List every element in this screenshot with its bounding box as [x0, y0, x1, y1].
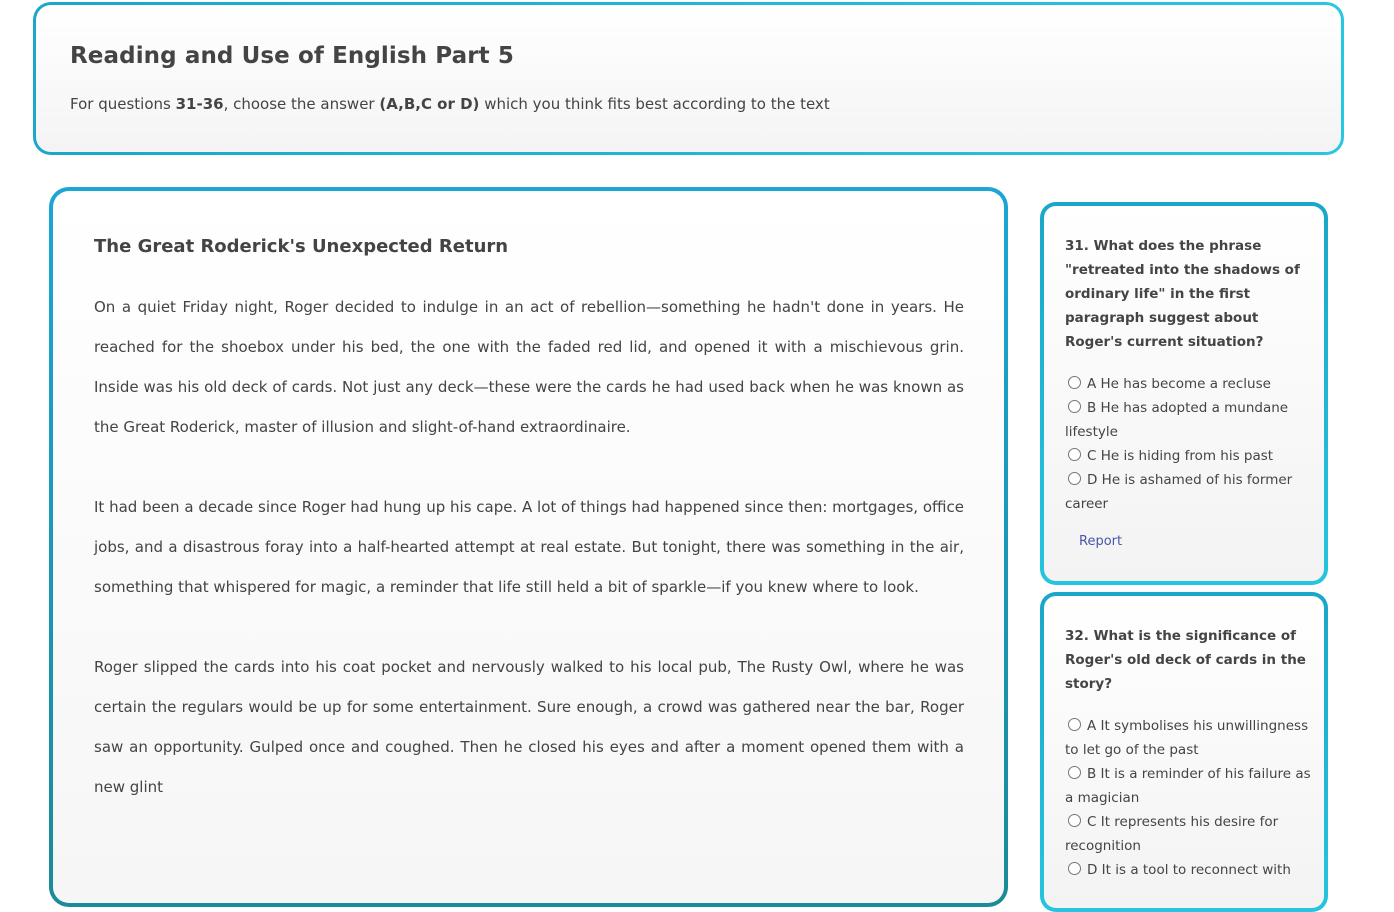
option-a[interactable]: [1065, 714, 1311, 762]
instruction-middle: , choose the answer: [223, 95, 380, 113]
option-label: A He has become a recluse: [1087, 376, 1271, 392]
article-title: The Great Roderick's Unexpected Return: [94, 236, 509, 257]
article-paragraph: Roger slipped the cards into his coat pocket and nervously walked to his local pub, The Rusty Owl, where he was certain the regulars would be up for some entertainment. Sure enough, a crowd was gathered near the bar, Roger saw an opportunity. Gulped once and coughed. Then he closed his eyes and after a moment opened them with a new glint: [94, 658, 964, 796]
option-c-radio[interactable]: [1068, 814, 1081, 827]
option-a-radio[interactable]: [1068, 376, 1081, 389]
instruction-suffix: which you think fits best according to the text: [479, 95, 830, 113]
option-c-radio[interactable]: [1068, 448, 1081, 461]
question-text: 31. What does the phrase "retreated into the shadows of ordinary life" in the first paragraph suggest about Roger's current situation?: [1065, 238, 1300, 350]
option-b[interactable]: [1065, 396, 1311, 444]
option-a[interactable]: [1065, 372, 1311, 396]
question-card-31: [1040, 202, 1328, 585]
option-label: C He is hiding from his past: [1087, 448, 1274, 464]
question-card-32: [1040, 592, 1328, 912]
option-b-radio[interactable]: [1068, 766, 1081, 779]
option-b[interactable]: [1065, 762, 1311, 810]
option-label: A It symbolises his unwillingness to let go of the past: [1065, 718, 1309, 758]
report-link[interactable]: Report: [1079, 534, 1123, 549]
option-label: D It is a tool to reconnect with: [1087, 862, 1291, 878]
option-c[interactable]: [1065, 810, 1311, 858]
option-d[interactable]: [1065, 858, 1311, 882]
page-title: Reading and Use of English Part 5: [70, 43, 514, 69]
option-c[interactable]: [1065, 444, 1311, 468]
option-d-radio[interactable]: [1068, 862, 1081, 875]
article-body: [94, 287, 964, 847]
article-paragraph: On a quiet Friday night, Roger decided to indulge in an act of rebellion—something he hadn't done in years. He reached for the shoebox under his bed, the one with the faded red lid, and opened it with a mischievous grin. Inside was his old deck of cards. Not just any deck—these were the cards he had used back when he was known as the Great Roderick, master of illusion and slight-of-hand extraordinaire.: [94, 298, 964, 436]
article-panel: [49, 187, 1008, 907]
instructions-text: [70, 95, 830, 113]
option-label: B He has adopted a mundane lifestyle: [1065, 400, 1289, 440]
option-b-radio[interactable]: [1068, 400, 1081, 413]
question-text: 32. What is the significance of Roger's old deck of cards in the story?: [1065, 628, 1306, 692]
option-label: D He is ashamed of his former career: [1065, 472, 1293, 512]
option-a-radio[interactable]: [1068, 718, 1081, 731]
option-label: C It represents his desire for recognition: [1065, 814, 1279, 854]
question-range: 31-36: [175, 95, 224, 113]
article-paragraph: It had been a decade since Roger had hung up his cape. A lot of things had happened since then: mortgages, office jobs, and a disastrous foray into a half-hearted attempt at real estate. But tonight, there was something in the air, something that whispered for magic, a reminder that life still held a bit of sparkle—if you knew where to look.: [94, 498, 964, 596]
instruction-prefix: For questions: [70, 95, 176, 113]
instructions-panel: [33, 2, 1344, 155]
answer-options: (A,B,C or D): [379, 95, 480, 113]
option-d[interactable]: [1065, 468, 1311, 516]
option-d-radio[interactable]: [1068, 472, 1081, 485]
option-label: B It is a reminder of his failure as a magician: [1065, 766, 1311, 806]
